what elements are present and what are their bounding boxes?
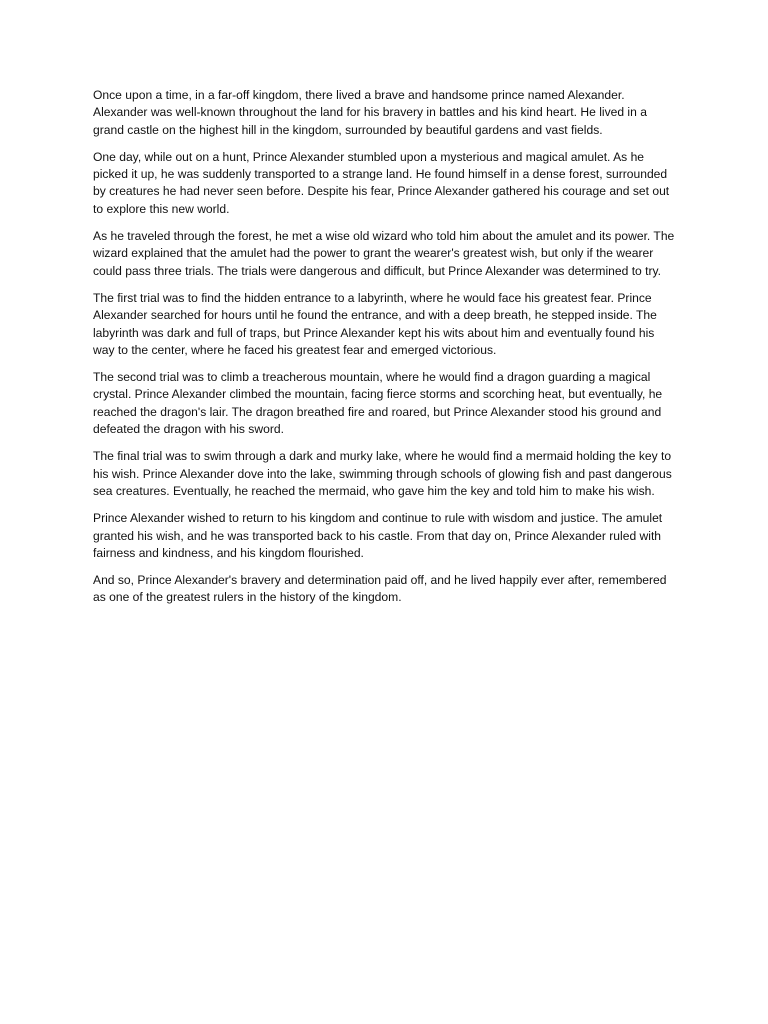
paragraph-2: One day, while out on a hunt, Prince Alexander stumbled upon a mysterious and magical amulet. As he picked it up, he was suddenly transported to a strange land. He found himself in a dense forest, surrounded by creatures he had never seen before. Despite his fear, Prince Alexander gathered his courage and set out to explore this new world.: [93, 149, 670, 216]
paragraph-6: The final trial was to swim through a dark and murky lake, where he would find a mermaid holding the key to his wish. Prince Alexander dove into the lake, swimming through schools of glowing fish and past dangerous sea creatures. Eventually, he reached the mermaid, who gave him the key and told him to make his wish.: [93, 449, 672, 498]
document-body: [93, 87, 677, 617]
paragraph-4: The first trial was to find the hidden entrance to a labyrinth, where he would face his greatest fear. Prince Alexander searched for hours until he found the entrance, and with a deep breath, he stepped inside. The labyrinth was dark and full of traps, but Prince Alexander kept his wits about him and eventually found his way to the center, where he faced his greatest fear and emerged victorious.: [93, 290, 657, 357]
paragraph-1: Once upon a time, in a far-off kingdom, there lived a brave and handsome prince named Alexander. Alexander was well-known throughout the land for his bravery in battles and his kind heart. He lived in a grand castle on the highest hill in the kingdom, surrounded by beautiful gardens and vast fields.: [93, 88, 647, 137]
paragraph-3: As he traveled through the forest, he met a wise old wizard who told him about the amulet and its power. The wizard explained that the amulet had the power to grant the wearer's greatest wish, but only if the wearer could pass three trials. The trials were dangerous and difficult, but Prince Alexander was determined to try.: [93, 229, 675, 278]
paragraph-5: The second trial was to climb a treacherous mountain, where he would find a dragon guarding a magical crystal. Prince Alexander climbed the mountain, facing fierce storms and scorching heat, but eventually, he reached the dragon's lair. The dragon breathed fire and roared, but Prince Alexander stood his ground and defeated the dragon with his sword.: [93, 370, 663, 437]
paragraph-8: And so, Prince Alexander's bravery and determination paid off, and he lived happily ever after, remembered as one of the greatest rulers in the history of the kingdom.: [93, 573, 667, 605]
paragraph-7: Prince Alexander wished to return to his kingdom and continue to rule with wisdom and justice. The amulet granted his wish, and he was transported back to his castle. From that day on, Prince Alexander ruled with fairness and kindness, and his kingdom flourished.: [93, 511, 663, 560]
